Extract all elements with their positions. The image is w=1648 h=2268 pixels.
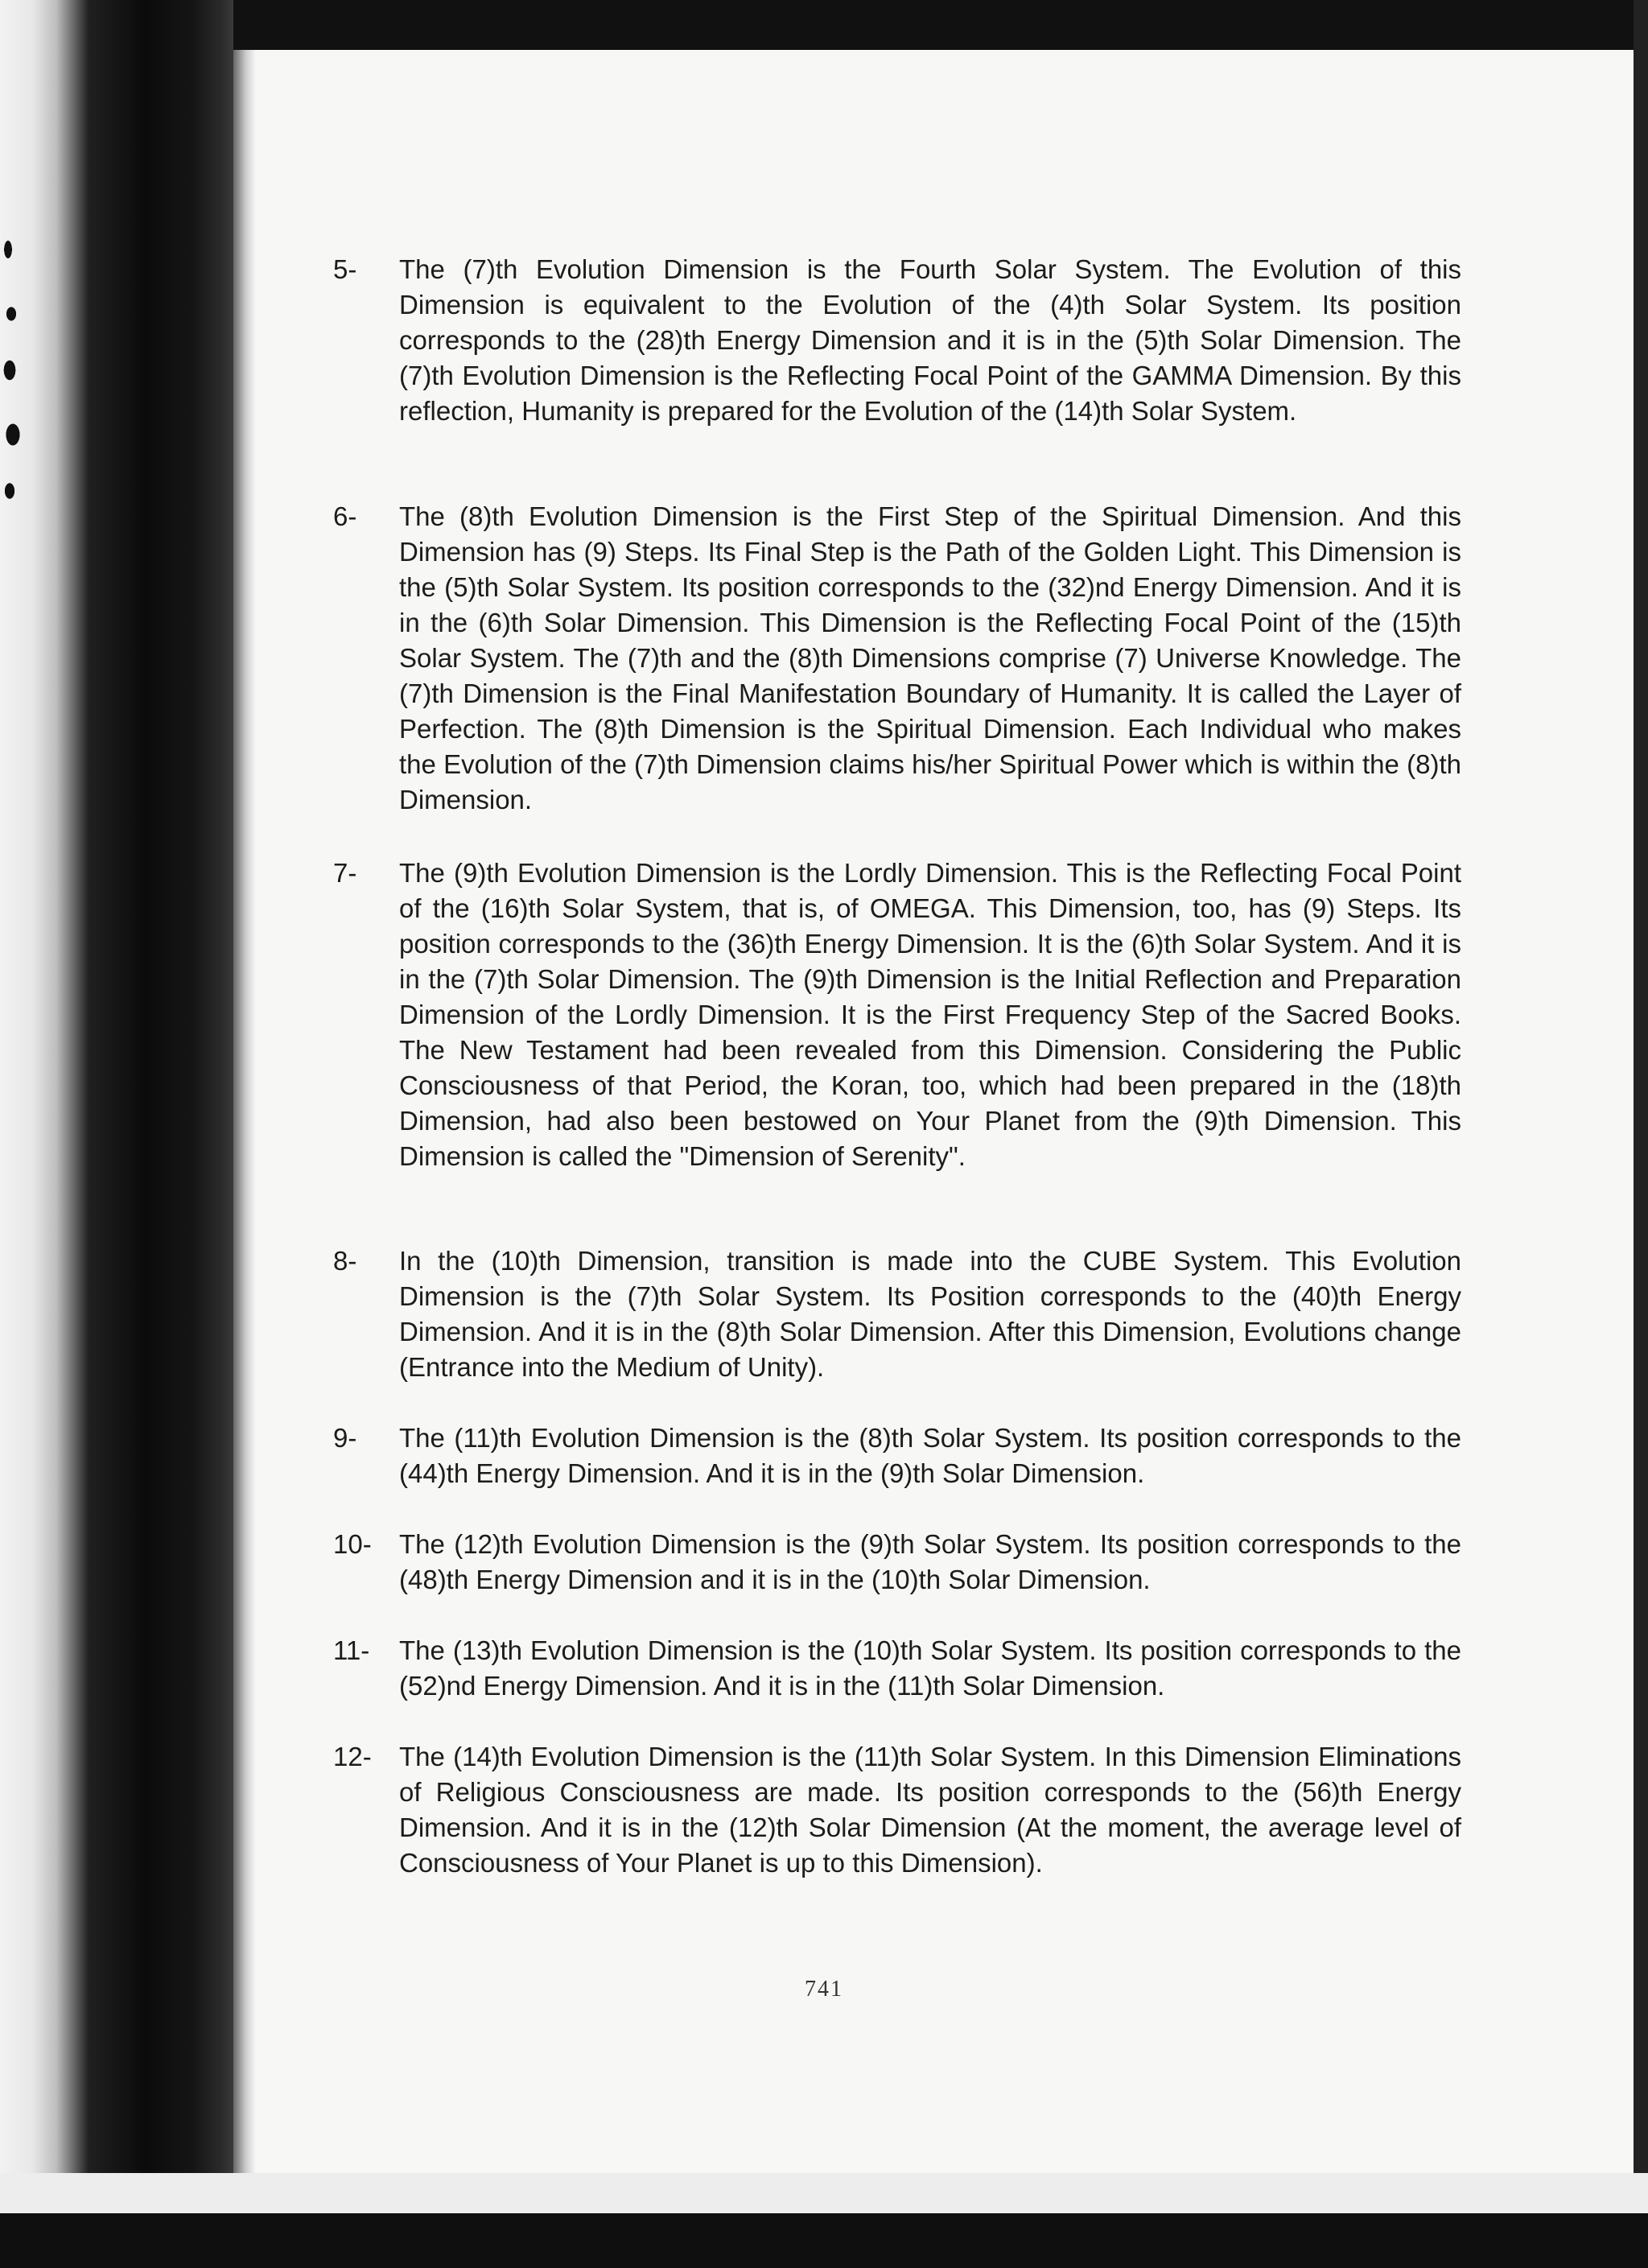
list-item-number: 8- [333,1246,357,1276]
scan-edge-marks [0,225,72,724]
page-binding-shadow [232,50,256,2173]
list-item-text: The (13)th Evolution Dimension is the (10)th Solar System. Its position corresponds to the (52)nd Energy Dimension. And it is in the (11)th Solar Dimension. [399,1635,1461,1701]
list-item-number: 6- [333,501,357,531]
list-item-number: 5- [333,254,357,284]
list-item-text: The (9)th Evolution Dimension is the Lordly Dimension. This is the Reflecting Focal Point of the (16)th Solar System, that is, of OMEGA. This Dimension, too, has (9) Steps. Its position corresponds to the (36)th Energy Dimension. It is the (6)th Solar System. And it is in the (7)th Solar Dimension. The (9)th Dimension is the Initial Reflection and Preparation Dimension of the Lordly Dimension. It is the First Frequency Step of the Sacred Books. The New Testament had been revealed from this Dimension. Considering the Public Consciousness of that Period, the Koran, too, which had been prepared in the (18)th Dimension, had also been bestowed on Your Planet from the (9)th Dimension. This Dimension is called the "Dimension of Serenity". [399,858,1461,1171]
scan-bottom-margin [0,2173,1648,2213]
scan-bottom-border [0,2213,1648,2268]
scan-right-border [1634,0,1648,2268]
scan-top-border [0,0,1648,50]
list-item-number: 7- [333,858,357,888]
list-item-text: The (11)th Evolution Dimension is the (8)th Solar System. Its position corresponds to the (44)th Energy Dimension. And it is in the (9)th Solar Dimension. [399,1423,1461,1488]
list-item-text: In the (10)th Dimension, transition is made into the CUBE System. This Evolution Dimension is the (7)th Solar System. Its Position corresponds to the (40)th Energy Dimension. And it is in the (8)th Solar Dimension. After this Dimension, Evolutions change (Entrance into the Medium of Unity). [399,1246,1461,1382]
list-item-text: The (12)th Evolution Dimension is the (9)th Solar System. Its position corresponds to the (48)th Energy Dimension and it is in the (10)th Solar Dimension. [399,1529,1461,1594]
list-item-text: The (7)th Evolution Dimension is the Fourth Solar System. The Evolution of this Dimension is equivalent to the Evolution of the (4)th Solar System. Its position corresponds to the (28)th Energy Dimension and it is in the (5)th Solar Dimension. The (7)th Evolution Dimension is the Reflecting Focal Point of the GAMMA Dimension. By this reflection, Humanity is prepared for the Evolution of the (14)th Solar System. [399,254,1461,426]
page-number: 741 [805,1977,843,2002]
list-item-number: 11- [333,1635,370,1665]
list-item-number: 12- [333,1742,372,1771]
list-item-number: 9- [333,1423,357,1453]
list-item-number: 10- [333,1529,372,1559]
list-item-text: The (14)th Evolution Dimension is the (11)th Solar System. In this Dimension Eliminations of Religious Consciousness are made. Its position corresponds to the (56)th Energy Dimension. And it is in the (12)th Solar Dimension (At the moment, the average level of Consciousness of Your Planet is up to this Dimension). [399,1742,1461,1878]
list-item-text: The (8)th Evolution Dimension is the First Step of the Spiritual Dimension. And this Dimension has (9) Steps. Its Final Step is the Path of the Golden Light. This Dimension is the (5)th Solar System. Its position corresponds to the (32)nd Energy Dimension. And it is in the (6)th Solar Dimension. This Dimension is the Reflecting Focal Point of the (15)th Solar System. The (7)th and the (8)th Dimensions comprise (7) Universe Knowledge. The (7)th Dimension is the Final Manifestation Boundary of Humanity. It is called the Layer of Perfection. The (8)th Dimension is the Spiritual Dimension. Each Individual who makes the Evolution of the (7)th Dimension claims his/her Spiritual Power which is within the (8)th Dimension. [399,501,1461,814]
